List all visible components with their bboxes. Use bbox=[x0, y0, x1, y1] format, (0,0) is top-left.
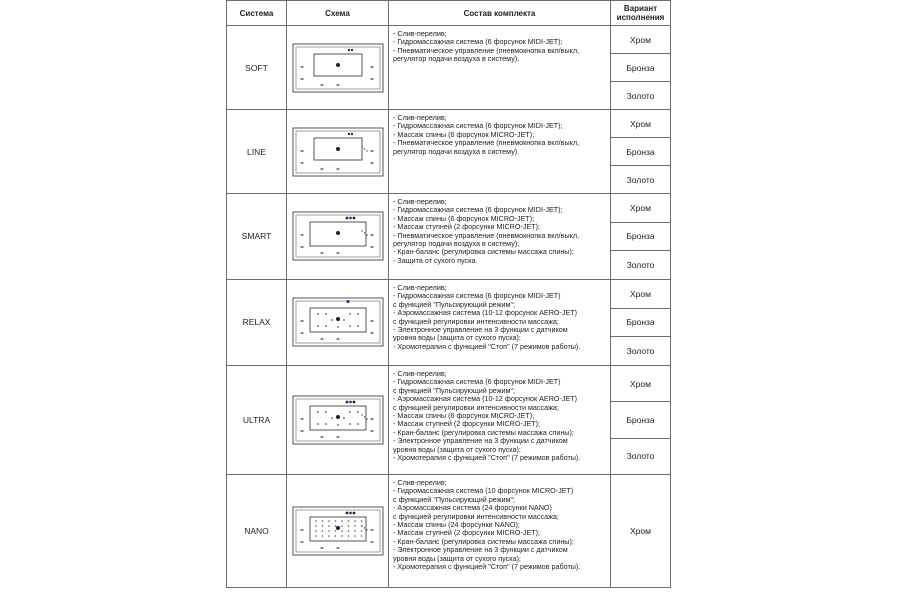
contents-line: - Электронное управление на 3 функции с датчиком bbox=[393, 325, 568, 334]
contents-line: с функцией "Пульсирующий режим"; bbox=[393, 494, 516, 504]
contents-line: - Слив-перелив; bbox=[393, 368, 447, 378]
header-scheme: Схема bbox=[287, 1, 389, 26]
contents-line: с функцией "Пульсирующий режим"; bbox=[393, 385, 516, 395]
contents-line: - Слив-перелив; bbox=[393, 282, 447, 292]
variant-cell: Золото bbox=[611, 166, 671, 194]
table-row bbox=[227, 474, 671, 587]
variant-cell: Бронза bbox=[611, 54, 671, 82]
table-row bbox=[227, 365, 671, 401]
variant-cell: Золото bbox=[611, 82, 671, 110]
contents-line: - Слив-перелив; bbox=[393, 477, 447, 487]
table-row bbox=[227, 194, 671, 223]
table-row bbox=[227, 279, 671, 308]
bathtub-diagram-relax-icon bbox=[287, 279, 389, 365]
contents-line: - Слив-перелив; bbox=[393, 197, 447, 206]
system-name: SMART bbox=[227, 194, 287, 280]
system-name: NANO bbox=[227, 474, 287, 587]
system-name: RELAX bbox=[227, 279, 287, 365]
contents-line: - Хромотерапия с функцией "Стоп" (7 режимов работы). bbox=[393, 453, 581, 462]
contents-line: - Массаж ступней (2 форсунки MICRO-JET); bbox=[393, 222, 541, 232]
bathtub-diagram-line-icon bbox=[287, 110, 389, 194]
contents-line: - Массаж спины (6 форсунок MICRO-JET); bbox=[393, 410, 535, 420]
variant-cell: Хром bbox=[611, 26, 671, 54]
contents-line: - Аэромассажная система (10-12 форсунок AERO-JET) bbox=[393, 394, 578, 404]
variant-cell: Бронза bbox=[611, 402, 671, 438]
contents-line: - Гидромассажная система (6 форсунок MIDI-JET) bbox=[393, 377, 561, 387]
equipment-table-sheet bbox=[226, 0, 670, 600]
contents-line: - Аэромассажная система (10-12 форсунок AERO-JET) bbox=[393, 308, 578, 318]
contents-line: - Гидромассажная система (6 форсунок MIDI-JET); bbox=[393, 37, 563, 47]
contents-line: с функцией регулировки интенсивности массажа; bbox=[393, 316, 559, 326]
variant-cell: Хром bbox=[611, 194, 671, 223]
contents-line: - Кран-баланс (регулировка системы массажа спины); bbox=[393, 247, 574, 257]
system-name: SOFT bbox=[227, 26, 287, 110]
variant-cell: Золото bbox=[611, 251, 671, 280]
contents-list bbox=[389, 279, 611, 365]
bathtub-diagram-soft-icon bbox=[287, 26, 389, 110]
contents-line: регулятор подачи воздуха в систему); bbox=[393, 239, 520, 249]
variant-cell: Золото bbox=[611, 438, 671, 474]
variant-cell: Хром bbox=[611, 110, 671, 138]
contents-line: - Хромотерапия с функцией "Стоп" (7 режимов работы). bbox=[393, 561, 581, 571]
bathtub-diagram-ultra-icon bbox=[287, 365, 389, 474]
contents-list bbox=[389, 110, 611, 194]
contents-line: - Гидромассажная система (10 форсунок MICRO-JET) bbox=[393, 486, 574, 496]
contents-line: - Хромотерапия с функцией "Стоп" (7 режимов работы). bbox=[393, 341, 581, 351]
contents-line: - Пневматическое управление (пневмокнопка вкл/выкл, bbox=[393, 138, 580, 148]
variant-cell: Хром bbox=[611, 279, 671, 308]
header-contents: Состав комплекта bbox=[389, 1, 611, 26]
contents-line: - Гидромассажная система (6 форсунок MIDI-JET) bbox=[393, 291, 561, 301]
variant-cell: Бронза bbox=[611, 222, 671, 251]
system-name: ULTRA bbox=[227, 365, 287, 474]
table-body bbox=[227, 26, 671, 588]
header-system: Система bbox=[227, 1, 287, 26]
contents-line: регулятор подачи воздуха в систему). bbox=[393, 146, 520, 156]
bathtub-diagram-nano-icon bbox=[287, 474, 389, 587]
variant-cell: Золото bbox=[611, 337, 671, 366]
table-header-row bbox=[227, 1, 671, 26]
table-row bbox=[227, 26, 671, 54]
contents-line: - Массаж спины (6 форсунок MICRO-JET); bbox=[393, 213, 535, 223]
contents-line: - Кран-баланс (регулировка системы массажа спины); bbox=[393, 427, 574, 437]
contents-line: - Слив-перелив; bbox=[393, 113, 447, 122]
contents-line: регулятор подачи воздуха в систему). bbox=[393, 54, 520, 64]
contents-list bbox=[389, 365, 611, 474]
contents-line: - Электронное управление на 3 функции с датчиком bbox=[393, 436, 568, 446]
contents-line: - Кран-баланс (регулировка системы массажа спины); bbox=[393, 536, 574, 546]
contents-line: - Пневматическое управление (пневмокнопка вкл/выкл, bbox=[393, 230, 580, 240]
contents-line: - Массаж ступней (2 форсунки MICRO-JET); bbox=[393, 419, 541, 429]
variant-cell: Хром bbox=[611, 365, 671, 401]
system-name: LINE bbox=[227, 110, 287, 194]
contents-line: уровня воды (защита от сухого пуска); bbox=[393, 553, 521, 563]
contents-line: с функцией регулировки интенсивности массажа; bbox=[393, 511, 559, 521]
contents-line: с функцией "Пульсирующий режим"; bbox=[393, 299, 516, 309]
contents-line: - Слив-перелив; bbox=[393, 29, 447, 38]
contents-line: - Электронное управление на 3 функции с датчиком bbox=[393, 545, 568, 555]
contents-line: уровня воды (защита от сухого пуска); bbox=[393, 444, 521, 454]
contents-list bbox=[389, 26, 611, 110]
contents-line: - Массаж ступней (2 форсунки MICRO-JET); bbox=[393, 528, 541, 538]
variant-cell: Бронза bbox=[611, 138, 671, 166]
variant-cell: Хром bbox=[611, 474, 671, 587]
contents-line: - Гидромассажная система (6 форсунок MIDI-JET); bbox=[393, 121, 563, 131]
contents-line: с функцией регулировки интенсивности массажа; bbox=[393, 402, 559, 412]
bathtub-diagram-smart-icon bbox=[287, 194, 389, 280]
contents-line: - Защита от сухого пуска. bbox=[393, 255, 478, 265]
contents-line: - Аэромассажная система (24 форсунки NANO) bbox=[393, 503, 552, 513]
table-row bbox=[227, 110, 671, 138]
contents-line: - Массаж спины (6 форсунок MICRO-JET); bbox=[393, 129, 535, 139]
equipment-table bbox=[226, 0, 671, 588]
contents-line: - Массаж спины (24 форсунки NANO); bbox=[393, 519, 520, 529]
contents-line: уровня воды (защита от сухого пуска); bbox=[393, 333, 521, 343]
contents-line: - Гидромассажная система (6 форсунок MIDI-JET); bbox=[393, 205, 563, 215]
header-variant: Вариант исполнения bbox=[611, 1, 671, 26]
contents-line: - Пневматическое управление (пневмокнопка вкл/выкл, bbox=[393, 45, 580, 55]
variant-cell: Бронза bbox=[611, 308, 671, 337]
contents-list bbox=[389, 474, 611, 587]
contents-list bbox=[389, 194, 611, 280]
